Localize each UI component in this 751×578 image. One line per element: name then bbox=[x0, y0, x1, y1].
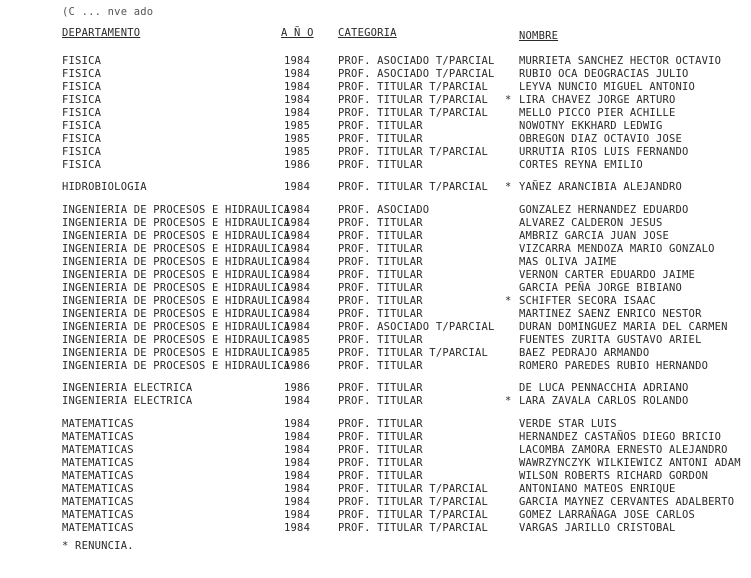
department-cell: INGENIERIA DE PROCESOS E HIDRAULICA bbox=[62, 243, 291, 255]
table-row bbox=[0, 334, 751, 347]
category-cell: PROF. TITULAR bbox=[338, 470, 423, 482]
name-cell: OBREGON DIAZ OCTAVIO JOSE bbox=[519, 133, 683, 145]
department-cell: INGENIERIA DE PROCESOS E HIDRAULICA bbox=[62, 204, 291, 216]
name-cell: BAEZ PEDRAJO ARMANDO bbox=[519, 347, 650, 359]
year-cell: 1985 bbox=[284, 120, 311, 132]
category-cell: PROF. TITULAR T/PARCIAL bbox=[338, 509, 488, 521]
name-cell: AMBRIZ GARCIA JUAN JOSE bbox=[519, 230, 669, 242]
category-cell: PROF. TITULAR bbox=[338, 360, 423, 372]
category-cell: PROF. ASOCIADO T/PARCIAL bbox=[338, 321, 495, 333]
year-cell: 1984 bbox=[284, 243, 311, 255]
category-cell: PROF. TITULAR T/PARCIAL bbox=[338, 81, 488, 93]
year-cell: 1984 bbox=[284, 444, 311, 456]
department-cell: FISICA bbox=[62, 159, 102, 171]
table-row bbox=[0, 243, 751, 256]
table-row bbox=[0, 282, 751, 295]
year-cell: 1984 bbox=[284, 522, 311, 534]
year-cell: 1984 bbox=[284, 470, 311, 482]
table-row bbox=[0, 295, 751, 308]
name-cell: YAÑEZ ARANCIBIA ALEJANDRO bbox=[519, 181, 683, 193]
department-cell: INGENIERIA DE PROCESOS E HIDRAULICA bbox=[62, 334, 291, 346]
name-cell: RUBIO OCA DEOGRACIAS JULIO bbox=[519, 68, 689, 80]
category-cell: PROF. TITULAR bbox=[338, 282, 423, 294]
department-cell: MATEMATICAS bbox=[62, 457, 134, 469]
category-cell: PROF. TITULAR bbox=[338, 217, 423, 229]
table-row bbox=[0, 457, 751, 470]
category-cell: PROF. TITULAR bbox=[338, 295, 423, 307]
category-cell: PROF. TITULAR bbox=[338, 133, 423, 145]
table-row bbox=[0, 360, 751, 373]
department-cell: FISICA bbox=[62, 120, 102, 132]
year-cell: 1984 bbox=[284, 181, 311, 193]
year-cell: 1984 bbox=[284, 217, 311, 229]
header-fragment: (C ... nve ado bbox=[62, 6, 154, 18]
table-row bbox=[0, 55, 751, 68]
year-cell: 1986 bbox=[284, 360, 311, 372]
column-header-name: NOMBRE bbox=[519, 30, 559, 42]
year-cell: 1984 bbox=[284, 395, 311, 407]
category-cell: PROF. TITULAR bbox=[338, 395, 423, 407]
department-cell: MATEMATICAS bbox=[62, 509, 134, 521]
table-row bbox=[0, 431, 751, 444]
name-cell: ALVAREZ CALDERON JESUS bbox=[519, 217, 663, 229]
table-row bbox=[0, 418, 751, 431]
year-cell: 1984 bbox=[284, 457, 311, 469]
category-cell: PROF. TITULAR bbox=[338, 457, 423, 469]
category-cell: PROF. TITULAR T/PARCIAL bbox=[338, 496, 488, 508]
table-row bbox=[0, 94, 751, 107]
department-cell: MATEMATICAS bbox=[62, 418, 134, 430]
table-row bbox=[0, 470, 751, 483]
year-cell: 1984 bbox=[284, 431, 311, 443]
name-cell: VERNON CARTER EDUARDO JAIME bbox=[519, 269, 696, 281]
table-row bbox=[0, 120, 751, 133]
name-cell: MURRIETA SANCHEZ HECTOR OCTAVIO bbox=[519, 55, 722, 67]
name-cell: MAS OLIVA JAIME bbox=[519, 256, 617, 268]
column-header-category: CATEGORIA bbox=[338, 27, 397, 39]
name-cell: LACOMBA ZAMORA ERNESTO ALEJANDRO bbox=[519, 444, 728, 456]
year-cell: 1986 bbox=[284, 159, 311, 171]
name-cell: WILSON ROBERTS RICHARD GORDON bbox=[519, 470, 709, 482]
name-cell: DURAN DOMINGUEZ MARIA DEL CARMEN bbox=[519, 321, 728, 333]
year-cell: 1985 bbox=[284, 347, 311, 359]
year-cell: 1985 bbox=[284, 334, 311, 346]
name-cell: VERDE STAR LUIS bbox=[519, 418, 617, 430]
name-cell: LIRA CHAVEZ JORGE ARTURO bbox=[519, 94, 676, 106]
category-cell: PROF. TITULAR T/PARCIAL bbox=[338, 181, 488, 193]
category-cell: PROF. TITULAR bbox=[338, 382, 423, 394]
department-cell: MATEMATICAS bbox=[62, 470, 134, 482]
year-cell: 1984 bbox=[284, 269, 311, 281]
category-cell: PROF. TITULAR bbox=[338, 120, 423, 132]
table-row bbox=[0, 159, 751, 172]
year-cell: 1984 bbox=[284, 55, 311, 67]
table-row bbox=[0, 133, 751, 146]
year-cell: 1986 bbox=[284, 382, 311, 394]
category-cell: PROF. TITULAR T/PARCIAL bbox=[338, 146, 488, 158]
department-cell: MATEMATICAS bbox=[62, 496, 134, 508]
name-cell: GONZALEZ HERNANDEZ EDUARDO bbox=[519, 204, 689, 216]
category-cell: PROF. TITULAR T/PARCIAL bbox=[338, 483, 488, 495]
column-header-department: DEPARTAMENTO bbox=[62, 27, 141, 39]
table-row bbox=[0, 217, 751, 230]
table-row bbox=[0, 308, 751, 321]
department-cell: MATEMATICAS bbox=[62, 483, 134, 495]
name-cell: MARTINEZ SAENZ ENRICO NESTOR bbox=[519, 308, 702, 320]
table-row bbox=[0, 347, 751, 360]
resignation-mark: * bbox=[505, 181, 512, 193]
name-cell: VARGAS JARILLO CRISTOBAL bbox=[519, 522, 676, 534]
resignation-mark: * bbox=[505, 94, 512, 106]
name-cell: LARA ZAVALA CARLOS ROLANDO bbox=[519, 395, 689, 407]
department-cell: MATEMATICAS bbox=[62, 522, 134, 534]
name-cell: GARCIA PEÑA JORGE BIBIANO bbox=[519, 282, 683, 294]
name-cell: LEYVA NUNCIO MIGUEL ANTONIO bbox=[519, 81, 696, 93]
department-cell: FISICA bbox=[62, 107, 102, 119]
name-cell: ANTONIANO MATEOS ENRIQUE bbox=[519, 483, 676, 495]
resignation-mark: * bbox=[505, 395, 512, 407]
year-cell: 1984 bbox=[284, 308, 311, 320]
year-cell: 1984 bbox=[284, 107, 311, 119]
name-cell: GARCIA MAYNEZ CERVANTES ADALBERTO bbox=[519, 496, 735, 508]
name-cell: ROMERO PAREDES RUBIO HERNANDO bbox=[519, 360, 709, 372]
department-cell: FISICA bbox=[62, 94, 102, 106]
department-cell: INGENIERIA DE PROCESOS E HIDRAULICA bbox=[62, 347, 291, 359]
department-cell: INGENIERIA DE PROCESOS E HIDRAULICA bbox=[62, 282, 291, 294]
year-cell: 1984 bbox=[284, 204, 311, 216]
department-cell: INGENIERIA DE PROCESOS E HIDRAULICA bbox=[62, 295, 291, 307]
year-cell: 1984 bbox=[284, 418, 311, 430]
department-cell: HIDROBIOLOGIA bbox=[62, 181, 147, 193]
year-cell: 1984 bbox=[284, 321, 311, 333]
year-cell: 1985 bbox=[284, 133, 311, 145]
department-cell: FISICA bbox=[62, 81, 102, 93]
name-cell: URRUTIA RIOS LUIS FERNANDO bbox=[519, 146, 689, 158]
department-cell: INGENIERIA DE PROCESOS E HIDRAULICA bbox=[62, 217, 291, 229]
category-cell: PROF. TITULAR bbox=[338, 269, 423, 281]
table-row bbox=[0, 269, 751, 282]
department-cell: INGENIERIA DE PROCESOS E HIDRAULICA bbox=[62, 308, 291, 320]
name-cell: HERNANDEZ CASTAÑOS DIEGO BRICIO bbox=[519, 431, 722, 443]
category-cell: PROF. TITULAR bbox=[338, 334, 423, 346]
resignation-mark: * bbox=[505, 295, 512, 307]
name-cell: MELLO PICCO PIER ACHILLE bbox=[519, 107, 676, 119]
table-row bbox=[0, 509, 751, 522]
table-row bbox=[0, 81, 751, 94]
department-cell: MATEMATICAS bbox=[62, 431, 134, 443]
category-cell: PROF. TITULAR bbox=[338, 230, 423, 242]
department-cell: FISICA bbox=[62, 55, 102, 67]
name-cell: FUENTES ZURITA GUSTAVO ARIEL bbox=[519, 334, 702, 346]
department-cell: INGENIERIA DE PROCESOS E HIDRAULICA bbox=[62, 360, 291, 372]
name-cell: NOWOTNY EKKHARD LEDWIG bbox=[519, 120, 663, 132]
category-cell: PROF. TITULAR bbox=[338, 243, 423, 255]
table-row bbox=[0, 483, 751, 496]
department-cell: INGENIERIA DE PROCESOS E HIDRAULICA bbox=[62, 256, 291, 268]
department-cell: INGENIERIA ELECTRICA bbox=[62, 395, 193, 407]
department-cell: FISICA bbox=[62, 68, 102, 80]
name-cell: SCHIFTER SECORA ISAAC bbox=[519, 295, 656, 307]
category-cell: PROF. TITULAR bbox=[338, 256, 423, 268]
table-row bbox=[0, 321, 751, 334]
category-cell: PROF. TITULAR bbox=[338, 431, 423, 443]
year-cell: 1984 bbox=[284, 295, 311, 307]
table-row bbox=[0, 181, 751, 194]
category-cell: PROF. TITULAR T/PARCIAL bbox=[338, 94, 488, 106]
table-row bbox=[0, 256, 751, 269]
department-cell: MATEMATICAS bbox=[62, 444, 134, 456]
table-row bbox=[0, 204, 751, 217]
year-cell: 1984 bbox=[284, 282, 311, 294]
table-row bbox=[0, 444, 751, 457]
name-cell: CORTES REYNA EMILIO bbox=[519, 159, 643, 171]
table-row bbox=[0, 68, 751, 81]
year-cell: 1984 bbox=[284, 256, 311, 268]
footnote: * RENUNCIA. bbox=[62, 540, 134, 552]
department-cell: INGENIERIA DE PROCESOS E HIDRAULICA bbox=[62, 321, 291, 333]
year-cell: 1984 bbox=[284, 94, 311, 106]
year-cell: 1984 bbox=[284, 81, 311, 93]
table-row bbox=[0, 395, 751, 408]
table-row bbox=[0, 382, 751, 395]
table-row bbox=[0, 496, 751, 509]
category-cell: PROF. TITULAR T/PARCIAL bbox=[338, 347, 488, 359]
department-cell: INGENIERIA DE PROCESOS E HIDRAULICA bbox=[62, 269, 291, 281]
year-cell: 1984 bbox=[284, 230, 311, 242]
department-cell: INGENIERIA DE PROCESOS E HIDRAULICA bbox=[62, 230, 291, 242]
year-cell: 1985 bbox=[284, 146, 311, 158]
year-cell: 1984 bbox=[284, 509, 311, 521]
name-cell: GOMEZ LARRAÑAGA JOSE CARLOS bbox=[519, 509, 696, 521]
department-cell: INGENIERIA ELECTRICA bbox=[62, 382, 193, 394]
category-cell: PROF. TITULAR bbox=[338, 308, 423, 320]
name-cell: DE LUCA PENNACCHIA ADRIANO bbox=[519, 382, 689, 394]
category-cell: PROF. ASOCIADO T/PARCIAL bbox=[338, 68, 495, 80]
category-cell: PROF. ASOCIADO T/PARCIAL bbox=[338, 55, 495, 67]
category-cell: PROF. TITULAR T/PARCIAL bbox=[338, 522, 488, 534]
table-row bbox=[0, 522, 751, 535]
year-cell: 1984 bbox=[284, 68, 311, 80]
category-cell: PROF. TITULAR T/PARCIAL bbox=[338, 107, 488, 119]
department-cell: FISICA bbox=[62, 133, 102, 145]
table-row bbox=[0, 230, 751, 243]
name-cell: WAWRZYNCZYK WILKIEWICZ ANTONI ADAM bbox=[519, 457, 741, 469]
name-cell: VIZCARRA MENDOZA MARIO GONZALO bbox=[519, 243, 715, 255]
column-header-year: A Ñ O bbox=[281, 27, 314, 39]
department-cell: FISICA bbox=[62, 146, 102, 158]
category-cell: PROF. TITULAR bbox=[338, 159, 423, 171]
table-row bbox=[0, 107, 751, 120]
category-cell: PROF. TITULAR bbox=[338, 418, 423, 430]
category-cell: PROF. TITULAR bbox=[338, 444, 423, 456]
year-cell: 1984 bbox=[284, 496, 311, 508]
category-cell: PROF. ASOCIADO bbox=[338, 204, 430, 216]
year-cell: 1984 bbox=[284, 483, 311, 495]
table-row bbox=[0, 146, 751, 159]
